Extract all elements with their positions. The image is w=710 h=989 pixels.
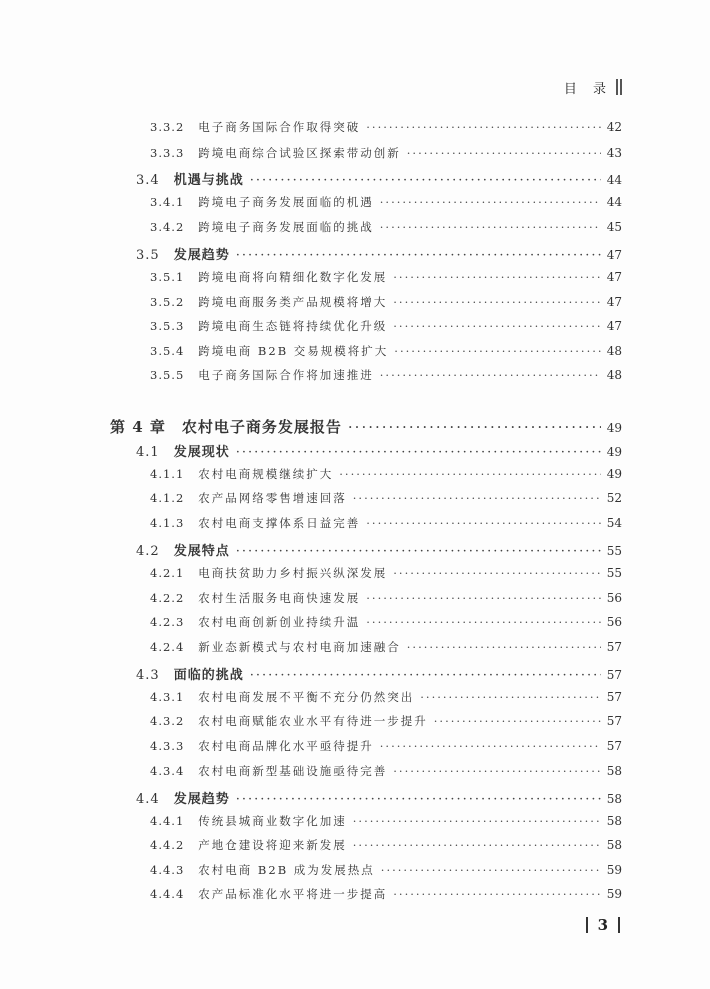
page-number: 3 bbox=[597, 916, 608, 934]
toc-entry-number: 4.2.1 bbox=[150, 566, 185, 580]
toc-entry-page: 47 bbox=[606, 270, 622, 284]
footer-bar-right bbox=[618, 917, 620, 933]
toc-entry-title: 农村电商品牌化水平亟待提升 bbox=[198, 739, 374, 753]
toc-leader-dots bbox=[353, 814, 601, 828]
toc-entry-number: 3.4 bbox=[136, 173, 160, 188]
toc-entry-title: 农产品网络零售增速回落 bbox=[198, 491, 347, 505]
toc-entry-page: 59 bbox=[606, 887, 622, 901]
toc-entry-title: 跨境电商综合试验区探索带动创新 bbox=[198, 146, 401, 160]
toc-entry-title: 农村电商赋能农业水平有待进一步提升 bbox=[198, 714, 428, 728]
toc-entry bbox=[136, 441, 622, 460]
toc-leader-dots bbox=[380, 368, 601, 382]
toc-leader-dots bbox=[420, 690, 600, 704]
toc-leader-dots bbox=[393, 566, 600, 580]
toc-entry bbox=[150, 318, 622, 334]
toc-entry-number: 3.3.2 bbox=[150, 120, 185, 134]
toc-entry-number: 第 4 章 bbox=[110, 418, 166, 436]
toc-entry-title: 跨境电商将向精细化数字化发展 bbox=[198, 270, 388, 284]
toc-entry-page: 58 bbox=[606, 838, 622, 852]
toc-entry-page: 58 bbox=[606, 792, 622, 806]
toc-entry-page: 52 bbox=[606, 491, 622, 505]
toc-entry-page: 49 bbox=[606, 421, 622, 435]
toc-entry-number: 4.4.2 bbox=[150, 838, 185, 852]
toc-entry bbox=[150, 515, 622, 531]
toc-entry bbox=[150, 886, 622, 902]
toc-entry-number: 4.3.2 bbox=[150, 714, 185, 728]
toc-entry-page: 56 bbox=[606, 615, 622, 629]
toc-leader-dots bbox=[380, 739, 601, 753]
toc-leader-dots bbox=[407, 640, 601, 654]
toc-entry-number: 4.3.3 bbox=[150, 739, 185, 753]
toc-entry-title: 跨境电商生态链将持续优化升级 bbox=[198, 319, 388, 333]
toc-entry-page: 56 bbox=[606, 591, 622, 605]
toc-entry bbox=[136, 788, 622, 807]
toc-leader-dots bbox=[250, 173, 601, 188]
toc-entry-number: 4.1.3 bbox=[150, 516, 185, 530]
header-bars-decoration bbox=[616, 79, 622, 95]
toc-entry-page: 57 bbox=[606, 690, 622, 704]
toc-entry bbox=[136, 664, 622, 683]
toc-entry bbox=[110, 416, 622, 437]
toc-entry-title: 跨境电商 B2B 交易规模将扩大 bbox=[198, 344, 389, 358]
toc-entry-title: 发展现状 bbox=[173, 445, 230, 460]
toc-entry-number: 4.3.4 bbox=[150, 764, 185, 778]
toc-entry bbox=[136, 540, 622, 559]
toc-entry-page: 47 bbox=[606, 319, 622, 333]
toc-entry-number: 4.1 bbox=[136, 445, 160, 460]
toc-entry bbox=[150, 689, 622, 705]
toc-entry-number: 4.3 bbox=[136, 668, 160, 683]
toc-entry-number: 3.5.4 bbox=[150, 344, 185, 358]
toc-entry bbox=[150, 639, 622, 655]
toc-entry-title: 机遇与挑战 bbox=[173, 173, 244, 188]
toc-entry-number: 4.2.2 bbox=[150, 591, 185, 605]
toc-leader-dots bbox=[353, 838, 601, 852]
toc-entry bbox=[150, 738, 622, 754]
toc-entry-number: 4.2 bbox=[136, 544, 160, 559]
toc-leader-dots bbox=[366, 516, 600, 530]
toc-leader-dots bbox=[236, 445, 601, 460]
toc-leader-dots bbox=[407, 146, 601, 160]
toc-entry-page: 48 bbox=[606, 368, 622, 382]
toc-entry-number: 4.3.1 bbox=[150, 690, 185, 704]
toc-leader-dots bbox=[393, 295, 600, 309]
toc-entry-title: 农村电子商务发展报告 bbox=[181, 418, 342, 436]
toc-leader-dots bbox=[366, 120, 600, 134]
toc-entry bbox=[150, 343, 622, 359]
footer-bar-left bbox=[586, 917, 588, 933]
toc-leader-dots bbox=[393, 319, 600, 333]
toc-entry-title: 农产品标准化水平将进一步提高 bbox=[198, 887, 388, 901]
toc-entry-title: 农村电商创新创业持续升温 bbox=[198, 615, 361, 629]
toc-entry-page: 55 bbox=[606, 544, 622, 558]
toc-leader-dots bbox=[353, 491, 601, 505]
toc-entry bbox=[150, 294, 622, 310]
toc-entry bbox=[150, 837, 622, 853]
toc-leader-dots bbox=[381, 863, 601, 877]
toc-entry-page: 49 bbox=[606, 445, 622, 459]
toc-entry-title: 发展趋势 bbox=[173, 248, 230, 263]
toc-leader-dots bbox=[250, 668, 601, 683]
toc-entry-page: 57 bbox=[606, 739, 622, 753]
toc-entry-page: 57 bbox=[606, 668, 622, 682]
toc-entry bbox=[150, 614, 622, 630]
toc-entry-number: 3.5.2 bbox=[150, 295, 185, 309]
toc-leader-dots bbox=[366, 591, 600, 605]
toc-entry bbox=[150, 490, 622, 506]
toc-entry bbox=[150, 813, 622, 829]
toc-entry-title: 传统县城商业数字化加速 bbox=[198, 814, 347, 828]
toc-entry-number: 3.5.5 bbox=[150, 368, 185, 382]
toc-entry-title: 发展特点 bbox=[173, 544, 230, 559]
toc-entry-number: 4.1.2 bbox=[150, 491, 185, 505]
toc-entry-number: 3.5.1 bbox=[150, 270, 185, 284]
toc-entry bbox=[150, 219, 622, 235]
toc-leader-dots bbox=[394, 344, 600, 358]
toc-entry-number: 3.4.2 bbox=[150, 220, 185, 234]
page-footer bbox=[586, 916, 620, 934]
toc-entry-title: 农村电商支撑体系日益完善 bbox=[198, 516, 361, 530]
toc-entry-number: 3.5 bbox=[136, 248, 160, 263]
toc-entry-title: 电子商务国际合作取得突破 bbox=[198, 120, 361, 134]
running-header bbox=[564, 78, 622, 96]
toc-entry bbox=[150, 565, 622, 581]
toc-entry-title: 农村电商 B2B 成为发展热点 bbox=[198, 863, 375, 877]
toc-entry-page: 48 bbox=[606, 344, 622, 358]
toc-entry-number: 4.4 bbox=[136, 792, 160, 807]
toc-entry-number: 4.1.1 bbox=[150, 467, 185, 481]
toc-leader-dots bbox=[366, 615, 600, 629]
toc-leader-dots bbox=[236, 544, 601, 559]
toc-leader-dots bbox=[393, 887, 600, 901]
toc-entry-page: 58 bbox=[606, 814, 622, 828]
toc-leader-dots bbox=[393, 270, 600, 284]
toc-entry-number: 3.5.3 bbox=[150, 319, 185, 333]
toc-entry bbox=[150, 590, 622, 606]
toc-entry-page: 44 bbox=[606, 195, 622, 209]
toc-entry-number: 4.4.1 bbox=[150, 814, 185, 828]
toc-entry-number: 3.4.1 bbox=[150, 195, 185, 209]
toc-entry-page: 49 bbox=[606, 467, 622, 481]
toc-entry-title: 产地仓建设将迎来新发展 bbox=[198, 838, 347, 852]
toc-entry-page: 59 bbox=[606, 863, 622, 877]
toc-entry-title: 面临的挑战 bbox=[173, 668, 244, 683]
toc-entry-number: 4.2.4 bbox=[150, 640, 185, 654]
toc-leader-dots bbox=[380, 220, 601, 234]
toc-entry bbox=[150, 119, 622, 135]
toc-entry-title: 农村电商发展不平衡不充分仍然突出 bbox=[198, 690, 415, 704]
toc-leader-dots bbox=[380, 195, 601, 209]
toc-entry-title: 跨境电子商务发展面临的挑战 bbox=[198, 220, 374, 234]
toc-entry-page: 43 bbox=[606, 146, 622, 160]
toc-entry-page: 58 bbox=[606, 764, 622, 778]
toc-entry bbox=[150, 763, 622, 779]
toc-entry bbox=[150, 713, 622, 729]
toc-entry bbox=[136, 169, 622, 188]
toc-entry-page: 57 bbox=[606, 640, 622, 654]
toc-entry-title: 农村生活服务电商快速发展 bbox=[198, 591, 361, 605]
toc-entry bbox=[136, 244, 622, 263]
toc-entry-number: 4.2.3 bbox=[150, 615, 185, 629]
toc-entry-title: 农村电商新型基础设施亟待完善 bbox=[198, 764, 388, 778]
toc-entry bbox=[150, 194, 622, 210]
toc-leader-dots bbox=[434, 714, 601, 728]
toc-entry-page: 55 bbox=[606, 566, 622, 580]
toc-entry-page: 42 bbox=[606, 120, 622, 134]
toc-leader-dots bbox=[236, 248, 601, 263]
toc-entry-title: 跨境电子商务发展面临的机遇 bbox=[198, 195, 374, 209]
toc-entry bbox=[150, 145, 622, 161]
toc-leader-dots bbox=[348, 418, 601, 436]
toc-entry-number: 4.4.4 bbox=[150, 887, 185, 901]
toc-entry-title: 新业态新模式与农村电商加速融合 bbox=[198, 640, 401, 654]
toc-entry-title: 跨境电商服务类产品规模将增大 bbox=[198, 295, 388, 309]
toc-entry bbox=[150, 269, 622, 285]
toc-entry-page: 47 bbox=[606, 295, 622, 309]
toc-leader-dots bbox=[339, 467, 600, 481]
toc-entry bbox=[150, 367, 622, 383]
toc-entry bbox=[150, 862, 622, 878]
toc-entry-page: 45 bbox=[606, 220, 622, 234]
toc-leader-dots bbox=[236, 792, 601, 807]
toc-entry-title: 电商扶贫助力乡村振兴纵深发展 bbox=[198, 566, 388, 580]
header-title: 目 录 bbox=[563, 81, 612, 97]
toc-entry-number: 3.3.3 bbox=[150, 146, 185, 160]
toc-entry-page: 44 bbox=[606, 173, 622, 187]
toc-entry-title: 农村电商规模继续扩大 bbox=[198, 467, 334, 481]
toc-entry-title: 电子商务国际合作将加速推进 bbox=[198, 368, 374, 382]
toc-entry-page: 47 bbox=[606, 248, 622, 262]
toc-entry-page: 54 bbox=[606, 516, 622, 530]
toc-entry bbox=[150, 466, 622, 482]
toc-entry-page: 57 bbox=[606, 714, 622, 728]
toc-entry-number: 4.4.3 bbox=[150, 863, 185, 877]
toc-entry-title: 发展趋势 bbox=[173, 792, 230, 807]
toc-leader-dots bbox=[393, 764, 600, 778]
